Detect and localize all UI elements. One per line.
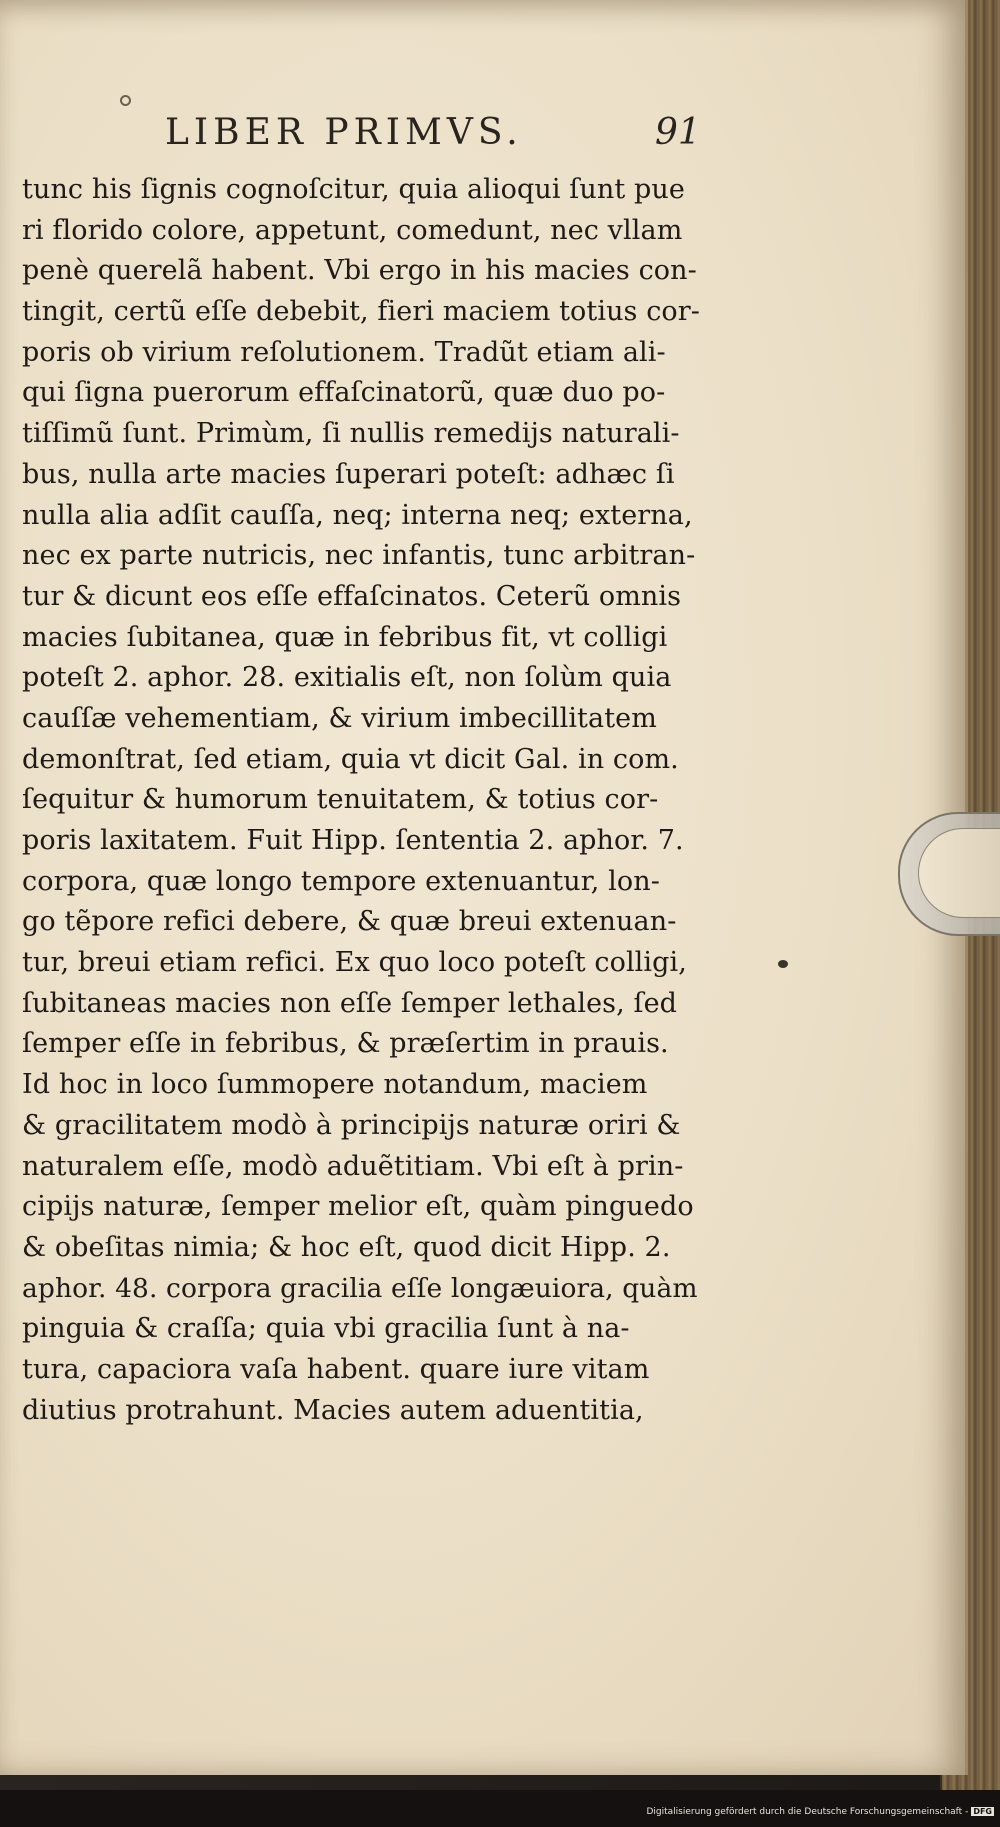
text-line: tiſſimũ ſunt. Primùm, ſi nullis remedijs naturali- — [22, 418, 680, 450]
text-line: ſemper eſſe in febribus, & præſertim in prauis. — [22, 1028, 669, 1060]
text-line: tura, capaciora vaſa habent. quare iure vitam — [22, 1353, 650, 1385]
text-line: tingit, certũ eſſe debebit, fieri maciem totius cor- — [22, 296, 700, 328]
text-line: corpora, quæ longo tempore extenuantur, lon- — [22, 865, 660, 897]
text-line: bus, nulla arte macies ſuperari poteſt: adhæc ſi — [22, 458, 675, 490]
text-line: tur, breui etiam refici. Ex quo loco poteſt colligi, — [22, 947, 687, 979]
digitization-credit — [646, 1807, 994, 1817]
text-line: macies ſubitanea, quæ in febribus fit, vt colligi — [22, 621, 668, 653]
text-line: naturalem eſſe, modò aduẽtitiam. Vbi eſt à prin- — [22, 1150, 684, 1182]
text-line: Id hoc in loco ſummopere notandum, maciem — [22, 1069, 648, 1101]
text-line: cipijs naturæ, ſemper melior eſt, quàm pinguedo — [22, 1191, 694, 1223]
text-line: qui ſigna puerorum effaſcinatorũ, quæ duo po- — [22, 377, 666, 409]
ink-speck — [778, 960, 788, 968]
text-line: poris laxitatem. Fuit Hipp. ſententia 2. aphor. 7. — [22, 825, 684, 856]
text-line: & gracilitatem modò à principijs naturæ oriri & — [22, 1109, 681, 1141]
body-text — [22, 170, 702, 1431]
text-line: ri florido colore, appetunt, comedunt, nec vllam — [22, 214, 683, 246]
text-line: pinguia & craſſa; quia vbi gracilia ſunt à na- — [22, 1313, 630, 1345]
text-line: & obeſitas nimia; & hoc eſt, quod dicit Hipp. 2. — [22, 1231, 671, 1263]
dfg-logo: DFG — [973, 1807, 992, 1816]
text-line: tunc his ſignis cognoſcitur, quia alioqui ſunt pue — [22, 174, 685, 205]
text-line: tur & dicunt eos eſſe effaſcinatos. Ceterũ omnis — [22, 580, 682, 612]
ornament-dot — [120, 95, 131, 106]
text-line: diutius protrahunt. Macies autem aduentitia, — [22, 1394, 644, 1426]
text-line: aphor. 48. corpora gracilia eſſe longæuiora, quàm — [22, 1272, 698, 1304]
text-line: nulla alia adſit cauſſa, neq; interna neq; externa, — [22, 499, 693, 531]
text-line: ſequitur & humorum tenuitatem, & totius cor- — [22, 784, 659, 816]
text-line: nec ex parte nutricis, nec infantis, tunc arbitran- — [22, 540, 696, 572]
text-line: poteſt 2. aphor. 28. exitialis eſt, non ſolùm quia — [22, 662, 672, 694]
page-clip-inner — [918, 828, 1000, 918]
text-line: cauſſæ vehementiam, & virium imbecillitatem — [22, 702, 657, 734]
text-line: penè querelã habent. Vbi ergo in his macies con- — [22, 255, 697, 287]
text-line: go tẽpore refici debere, & quæ breui extenuan- — [22, 906, 677, 938]
text-line: poris ob virium reſolutionem. Tradũt etiam ali- — [22, 336, 666, 368]
text-line: demonſtrat, ſed etiam, quia vt dicit Gal. in com. — [22, 743, 679, 775]
text-line: ſubitaneas macies non eſſe ſemper lethales, ſed — [22, 987, 678, 1019]
page-number: 91 — [655, 112, 701, 153]
running-head: LIBER PRIMVS. — [165, 112, 523, 153]
credit-text: Digitalisierung gefördert durch die Deutsche Forschungsgemeinschaft - — [646, 1807, 969, 1817]
